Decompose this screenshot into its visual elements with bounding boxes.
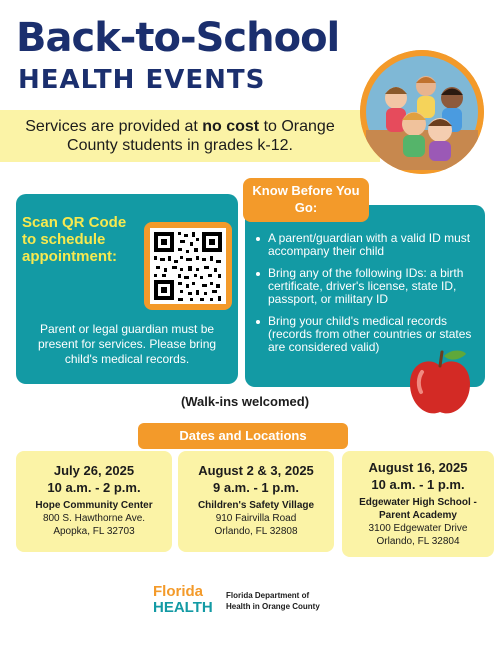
event-address-line-2: Apopka, FL 32703 (53, 526, 135, 537)
guardian-note: Parent or legal guardian must be present for services. Please bring child's medical records. (37, 322, 217, 366)
know-before-tab (243, 178, 369, 222)
qr-card (16, 194, 238, 384)
qr-code-icon[interactable] (150, 228, 226, 304)
cost-banner-text: Services are provided at no cost to Orange County students in grades k-12. (25, 118, 335, 154)
qr-heading: Scan QR Code to schedule appointment: (22, 214, 127, 265)
department-name: Florida Department of Health in Orange County (226, 591, 320, 611)
list-item: A parent/guardian with a valid ID must accompany their child (256, 232, 478, 258)
know-before-heading: Know Before You Go: (252, 183, 360, 215)
students-photo (360, 50, 484, 174)
event-venue: Children's Safety Village (197, 500, 315, 511)
event-address-line-1: 910 Fairvilla Road (215, 513, 297, 524)
florida-health-logo-health: HEALTH (153, 599, 213, 616)
title-line-2: HEALTH EVENTS (18, 65, 266, 95)
florida-health-logo-florida: Florida (153, 583, 204, 600)
event-venue: Edgewater High School - Parent Academy (359, 497, 477, 521)
list-item: Bring your child's medical records (records from other countries or states are considered valid) (256, 315, 478, 354)
event-address-line-1: 3100 Edgewater Drive (368, 523, 468, 534)
event-address-line-2: Orlando, FL 32804 (376, 536, 460, 547)
event-address-line-1: 800 S. Hawthorne Ave. (42, 513, 146, 524)
event-card-august-16 (342, 451, 494, 557)
event-time: 10 a.m. - 2 p.m. (47, 480, 141, 495)
know-before-list (256, 232, 478, 363)
event-time: 9 a.m. - 1 p.m. (213, 480, 299, 495)
title-line-1: Back-to-School (16, 15, 340, 61)
no-cost-emphasis: no cost (202, 118, 260, 135)
cost-banner (0, 110, 380, 162)
apple-icon (404, 348, 476, 420)
list-item: Bring any of the following IDs: a birth certificate, driver's license, state ID, passport, or military ID (256, 267, 478, 306)
event-date: August 16, 2025 (368, 460, 468, 475)
event-date: August 2 & 3, 2025 (198, 463, 314, 478)
event-time: 10 a.m. - 1 p.m. (371, 477, 465, 492)
event-date: July 26, 2025 (53, 463, 135, 478)
walkins-note: (Walk-ins welcomed) (180, 394, 310, 409)
qr-code-frame (144, 222, 232, 310)
dates-locations-heading: Dates and Locations (138, 423, 348, 449)
event-venue: Hope Community Center (35, 500, 153, 511)
event-address-line-2: Orlando, FL 32808 (214, 526, 298, 537)
event-card-july-26 (16, 451, 172, 552)
event-card-august-2-3 (178, 451, 334, 552)
